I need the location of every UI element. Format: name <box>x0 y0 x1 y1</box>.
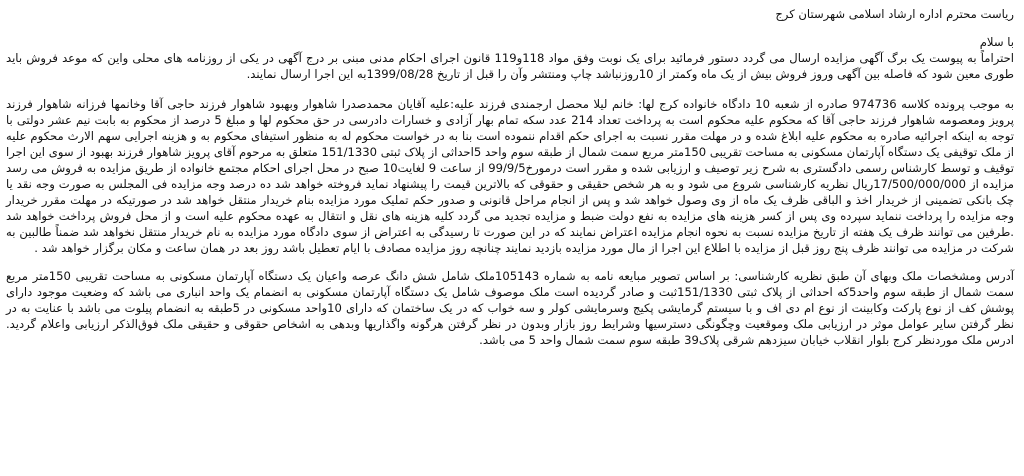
property-description-paragraph: آدرس ومشخصات ملک وبهای آن طبق نظریه کارشناسی: بر اساس تصویر مبایعه نامه به شماره 105143ملک شامل شش دانگ عرصه واعیان یک دستگاه آپارتمان مسکونی به مساحت تقریبی 150متر مربع سمت شمال از طبقه سوم واحد5که احداثی از پلاک ثبتی 151/1330ثبت و صادر گردیده است ملک موصوف شامل یک دستگاه آپارتمان مسکونی به انضمام یک واحد انباری می باشد که وضعیت موجود دارای پوشش کف از نوع پارکت وکابینت از نوع ام دی اف و با سیستم گرمایشی پکیج وسرمایشی کولر و سه خواب که در یک ساختمان که دارای 10واحد مسکونی در 5طبقه به انضمام پیلوت می باشد با عنایت به در نظر گرفتن سایر عوامل موثر در ارزیابی ملک وموقعیت وچگونگی دسترسیها وشرایط روز بازار وبدون در نظر گرفتن هرگونه واگذاریها وبدهی به اشخاص حقوقی و حقیقی ملک فوق‌الذکر ارزیابی واعلام گردید. ادرس ملک موردنظر کرج بلوار انقلاب خیابان سیزدهم شرقی پلاک39 طبقه سوم سمت شمال واحد 5 می باشد. <box>6 269 1015 347</box>
spacer <box>6 22 1014 34</box>
notice-body-paragraph: به موجب پرونده کلاسه 974736 صادره از شعبه 10 دادگاه خانواده کرج لها: خانم لیلا محصل ارجمندی فرزند علیه:علیه آقایان محمدصدرا شاهوار وبهبود شاهوار فرزند حاجی آقا وخانمها فرزانه شاهوار فرزند پرویز ومعصومه شاهوار فرزند حاجی آقا که محکوم علیه محکوم است به پرداخت تعداد 214 عدد سکه تمام بهار آزادی و خسارات دادرسی در حق محکوم لها و مبلغ 5 درصد از محکوم به بابت نیم عشر دولتی با توجه به اینکه اجرائیه صادره به محکوم علیه ابلاغ شده و در مهلت مقرر نسبت به اجرای حکم اقدام ننموده است بنا به در خواست محکوم له به منظور استیفای محکوم به و هزینه اجرایی سهم الارث محکوم علیه از ملک توقیفی یک دستگاه آپارتمان مسکونی به مساحت تقریبی 150متر مربع سمت شمال از طبقه سوم واحد 5احداثی از پلاک ثبتی 151/1330 متعلق به مرحوم آقای پرویز شاهوار فرزند بهبود از سوی این اجرا توقیف و توسط کارشناس رسمی دادگستری به شرح زیر توصیف و ارزیابی شده و مقرر است درمورخ99/9/5 از ساعت 9 لغایت10 صبح در محل اجرای احکام مجتمع خانواده از طریق مزایده به فروش می رسد مزایده از 17/500/000/000ریال نظریه کارشناسی شروع می شود و به هر شخص حقیقی و حقوقی که بالاترین قیمت را پیشنهاد نماید فروخته خواهد شد ده درصد وجه مزایده فی المجلس به صورت وجه نقد یا چک بانکی تضمینی از خریدار اخذ و الباقی ظرف یک ماه از وی وصول خواهد شد و پس از انجام مراحل قانونی و صدور حکم تملیک مورد مزایده بنام خریدار منتقل خواهد شد در صورتیکه در مهلت مقرر خریدار وجه مزایده را پرداخت ننماید سپرده وی پس از کسر هزینه های مزایده به نفع دولت ضبط و مزایده تجدید می گردد کلیه هزینه های نقل و انتقال به عهده محکوم علیه است و از محل فروش پرداخت خواهد شد .طرفین می توانند ظرف یک هفته از تاریخ مزایده نسبت به نحوه انجام مزایده اعتراض نمایند که در این صورت تا رسیدگی به اعتراض از سوی دادگاه مورد مزایده به نام خریدار منتقل نخواهد شد ضمناً طالبین به شرکت در مزایده می توانند ظرف پنج روز قبل از مزایده با اطلاع این اجرا از مال مورد مزایده بازدید نمایند چنانچه روز مزایده مصادف با ایام تعطیل باشد روز بعد در همان ساعت و مکان برگزار خواهد شد . <box>6 97 1015 255</box>
intro-paragraph: احتراماً به پیوست یک برگ آگهی مزایده ارسال می گردد دستور فرمائید برای یک نوبت وفق مواد 118و119 قانون اجرای احکام مدنی مبنی بر درج آگهی در یکی از روزنامه های محلی واین که موعد فروش باید طوری معین شود که فاصله بین آگهی وروز فروش بیش از یک ماه وکمتر از 10روزنباشد چاپ ومنتشر وآن را قبل از تاریخ 1399/08/28به این اجرا ارسال نمایند. <box>6 51 1014 81</box>
recipient-line: ریاست محترم اداره ارشاد اسلامی شهرستان کرج <box>775 7 1014 21</box>
spacer <box>6 256 1014 268</box>
spacer <box>6 82 1014 96</box>
greeting-line: با سلام <box>979 35 1014 49</box>
document-page <box>6 6 1014 470</box>
